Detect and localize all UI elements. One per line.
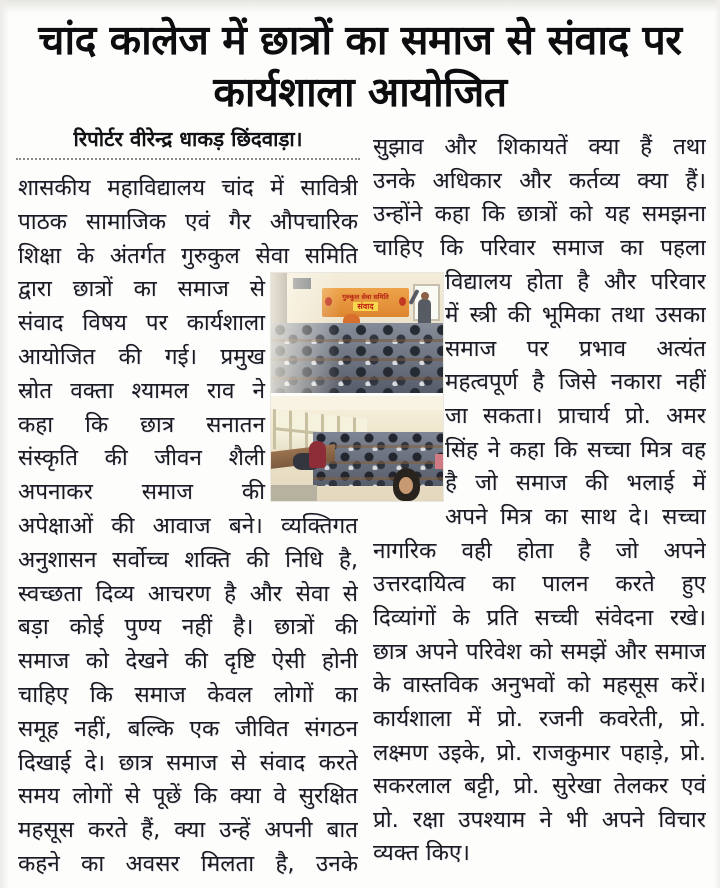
article-line: कार्यशाला में प्रो. रजनी कवरेती, प्रो. bbox=[373, 705, 706, 732]
article-line: विद्यालय होता है और परिवार bbox=[445, 268, 706, 295]
article-line: समय लोगों से पूछें कि क्या वे सुरक्षित bbox=[18, 783, 358, 810]
article-line: अनुशासन सर्वोच्च शक्ति की निधि है, bbox=[18, 546, 358, 573]
article-line: प्रो. रक्षा उपश्याम ने भी अपने विचार bbox=[373, 806, 706, 833]
article-line: सकरलाल बट्टी, प्रो. सुरेखा तेलकर एवं bbox=[373, 773, 706, 800]
scan-edge-top bbox=[0, 0, 720, 13]
article-line: महत्वपूर्ण है जिसे नकारा नहीं bbox=[445, 369, 706, 396]
article-line: आयोजित की गई। प्रमुख bbox=[18, 343, 265, 370]
headline-line-2: कार्यशाला आयोजित bbox=[213, 68, 507, 116]
article-line: महसूस करते हैं, क्या उन्हें अपनी बात bbox=[18, 817, 358, 844]
article-line: शासकीय महाविद्यालय चांद में सावित्री bbox=[18, 175, 358, 201]
photo-classroom-front bbox=[271, 273, 443, 393]
article-line: दिखाई दे। छात्र समाज से संवाद करते bbox=[18, 749, 358, 776]
photo-student-maroon-hijab bbox=[309, 441, 326, 468]
article-line: अपेक्षाओं की आवाज बने। व्यक्तिगत bbox=[18, 512, 358, 539]
banner-title-text: गुरुकुल सेवा समिति bbox=[342, 293, 389, 301]
article-headline bbox=[12, 14, 708, 118]
article-line: उन्होंने कहा कि छात्रों को यह समझना bbox=[373, 201, 706, 228]
article-line: दिव्यांगों के प्रति सच्ची संवेदना रखे। bbox=[373, 604, 706, 631]
article-line: सिंह ने कहा कि सच्चा मित्र वह bbox=[445, 436, 706, 463]
article-line: पाठक सामाजिक एवं गैर औपचारिक bbox=[18, 208, 358, 235]
photo-student-face bbox=[393, 468, 420, 501]
article-line: द्वारा छात्रों का समाज से bbox=[18, 276, 265, 303]
article-line: सुझाव और शिकायतें क्या हैं तथा bbox=[373, 134, 706, 160]
article-line: शिक्षा के अंतर्गत गुरुकुल सेवा समिति bbox=[18, 242, 358, 269]
article-line: स्रोत वक्ता श्यामल राव ने bbox=[18, 377, 265, 404]
article-line: छात्र अपने परिवेश को समझें और समाज bbox=[373, 638, 706, 665]
photo-light-haze bbox=[271, 273, 341, 393]
article-line: स्वच्छता दिव्य आचरण है और सेवा से bbox=[18, 580, 358, 607]
photo-ceiling bbox=[271, 396, 443, 410]
article-line: उनके अधिकार और कर्तव्य क्या हैं। bbox=[373, 167, 706, 194]
photo-classroom-rear bbox=[271, 396, 443, 501]
article-line: नागरिक वही होता है जो अपने bbox=[373, 537, 706, 564]
article-line: है जो समाज की भलाई में bbox=[445, 470, 706, 497]
photo-pink-clothing bbox=[435, 454, 443, 469]
banner-subtitle-text: संवाद bbox=[353, 302, 377, 311]
scan-edge-left bbox=[0, 0, 9, 888]
article-line: उत्तरदायित्व का पालन करते हुए bbox=[373, 571, 706, 598]
article-line: में स्त्री की भूमिका तथा उसका bbox=[445, 302, 706, 329]
article-line: कहने का अवसर मिलता है, उनके bbox=[18, 850, 358, 877]
article-line: बड़ा कोई पुण्य नहीं है। छात्रों की bbox=[18, 614, 358, 641]
article-line: संवाद विषय पर कार्यशाला bbox=[18, 310, 265, 337]
article-line: संस्कृति की जीवन शैली bbox=[18, 445, 265, 472]
article-line: व्यक्त किए। bbox=[373, 840, 470, 867]
article-line: चाहिए कि समाज केवल लोगों का bbox=[18, 681, 358, 708]
article-line: अपने मित्र का साथ दे। सच्चा bbox=[445, 504, 706, 531]
scan-edge-right bbox=[714, 0, 720, 888]
article-photo-block bbox=[271, 273, 443, 501]
article-line: चाहिए कि परिवार समाज का पहला bbox=[373, 234, 706, 261]
photo-floor bbox=[271, 485, 317, 501]
article-line: समूह नहीं, बल्कि एक जीवित संगठन bbox=[18, 715, 358, 742]
banner-logo-right bbox=[399, 297, 406, 306]
article-byline: रिपोर्टर वीरेन्द्र धाकड़ छिंदवाड़ा। bbox=[16, 125, 360, 160]
article-line: जा सकता। प्राचार्य प्रो. अमर bbox=[445, 403, 706, 430]
article-line: कहा कि छात्र सनातन bbox=[18, 411, 265, 438]
article-line: लक्ष्मण उइके, प्रो. राजकुमार पहाड़े, प्रो. bbox=[373, 739, 706, 766]
headline-line-1: चांद कालेज में छात्रों का समाज से संवाद पर bbox=[38, 16, 682, 64]
article-line: समाज पर प्रभाव अत्यंत bbox=[445, 335, 706, 362]
article-line: के वास्तविक अनुभवों को महसूस करें। bbox=[373, 672, 706, 699]
article-line: अपनाकर समाज की bbox=[18, 479, 265, 506]
article-column-right bbox=[373, 131, 706, 871]
article-line: समाज को देखने की दृष्टि ऐसी होनी bbox=[18, 648, 358, 675]
